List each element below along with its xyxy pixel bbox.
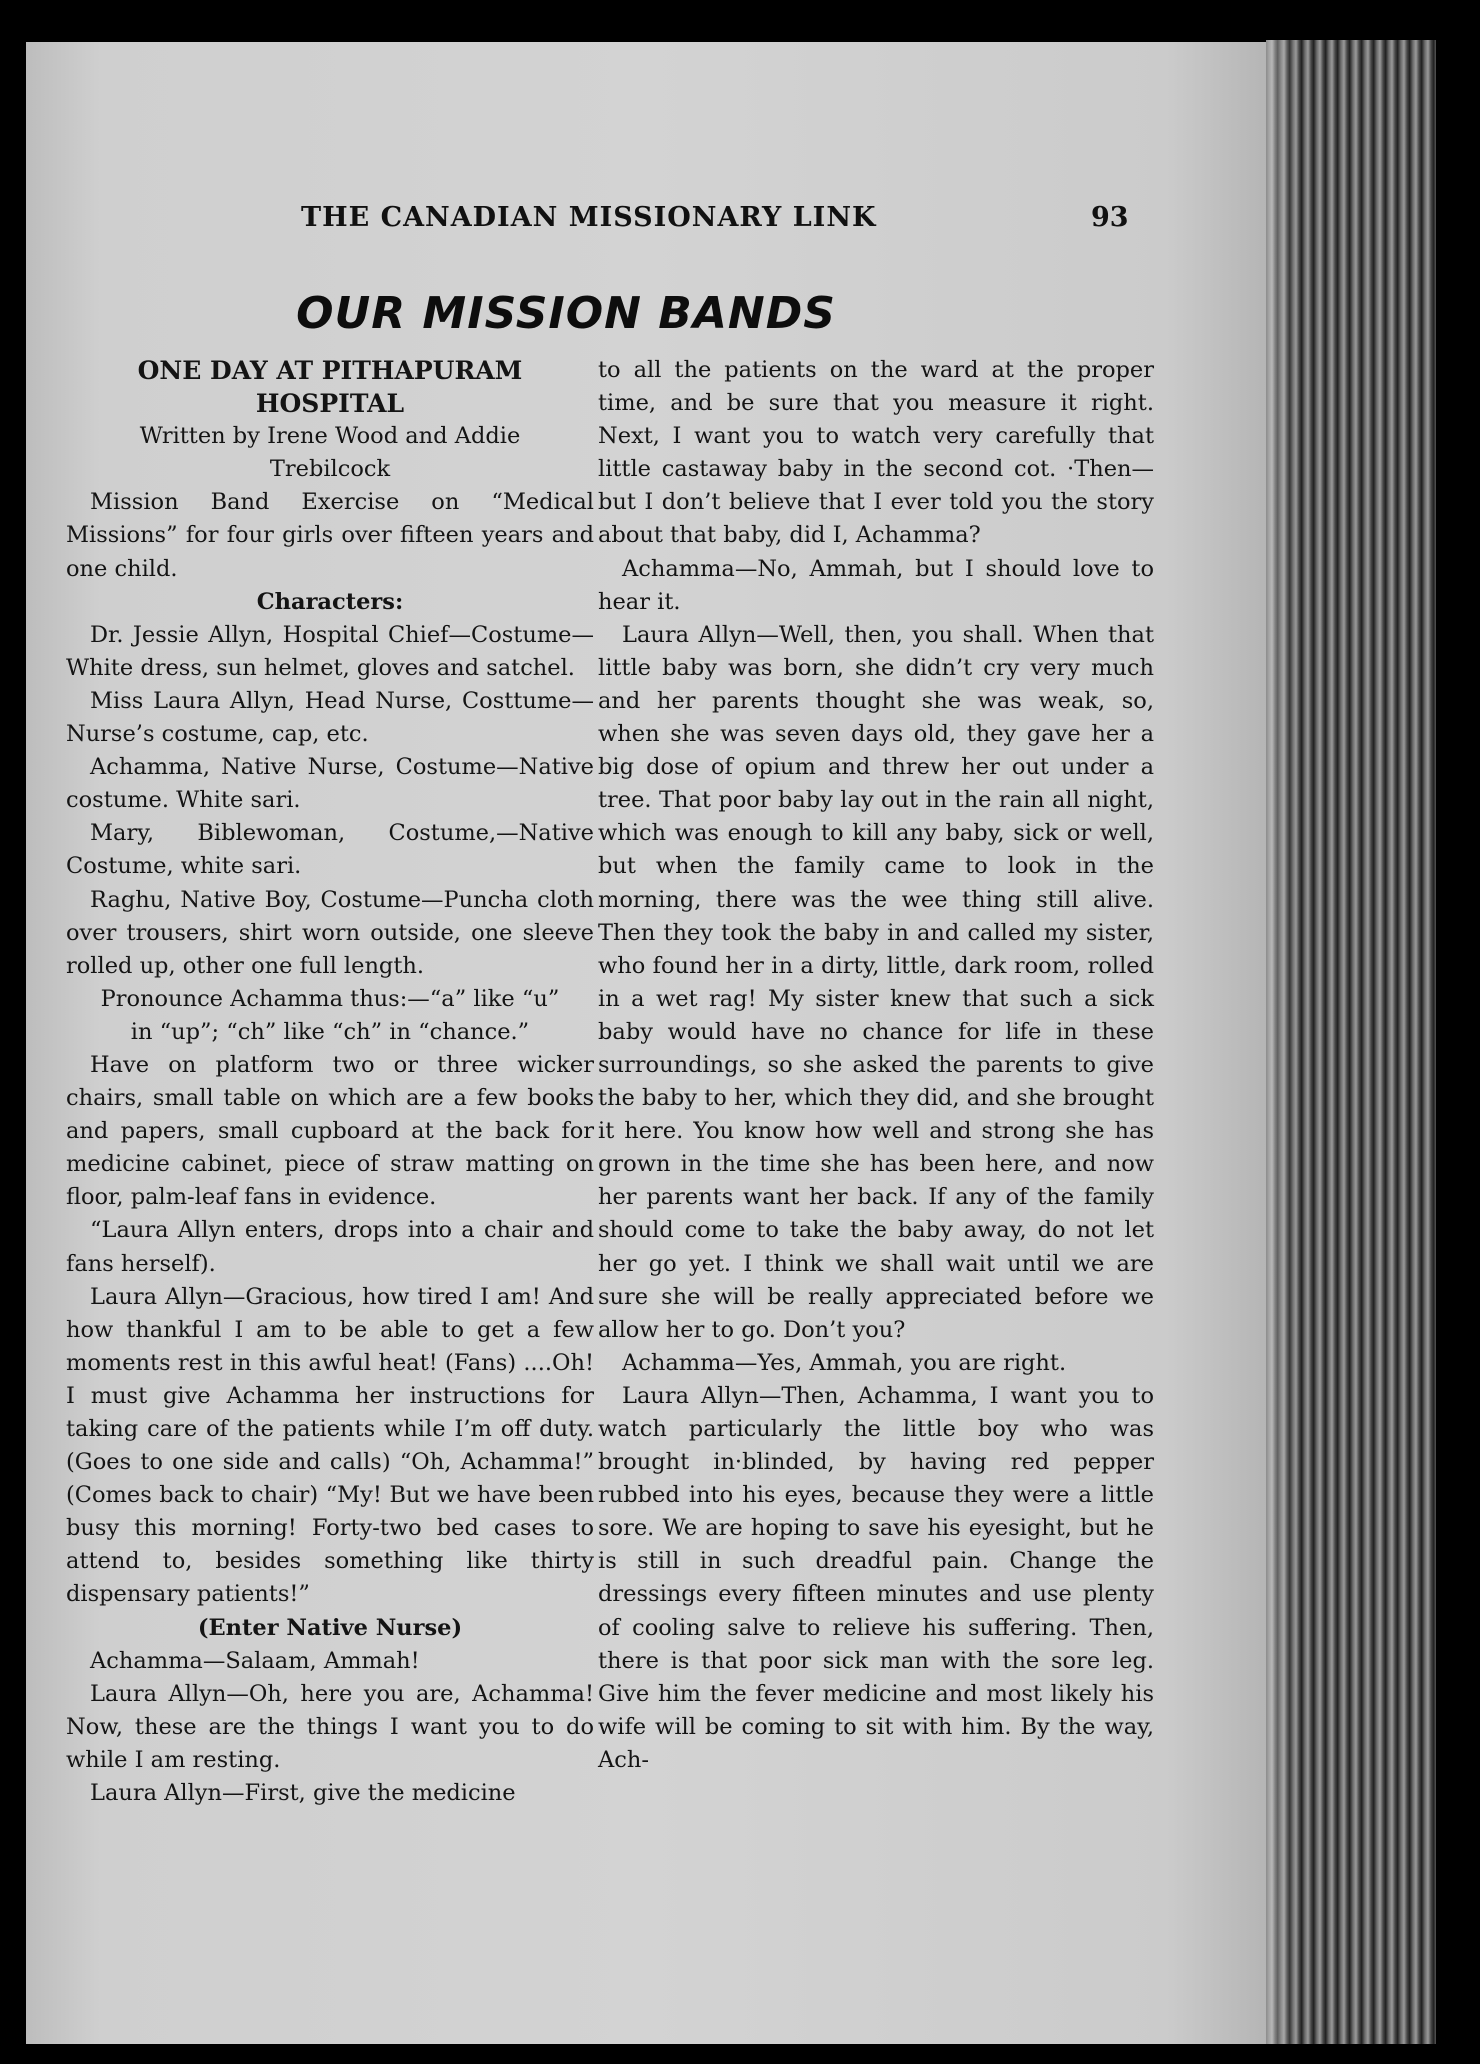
article-intro: Mission Band Exercise on “Medical Missions” for four girls over fifteen years and one child. bbox=[66, 489, 594, 582]
dialogue-paragraph: Laura Allyn—First, give the medicine bbox=[90, 1780, 516, 1807]
dialogue-paragraph: Achamma—Yes, Ammah, you are right. bbox=[622, 1349, 1067, 1376]
dialogue-paragraph: Laura Allyn—Gracious, how tired I am! And how thankful I am to be able to get a few moments rest in this awful heat! (Fans) ....Oh! I must give Achamma her instructions for taking care of the patients while I’m off duty. (Goes to one side and calls) “Oh, Achamma!” (Comes back to chair) “My! But we have been busy this morning! Forty-two bed cases to attend to, besides something like thirty dispensary patients!” bbox=[66, 1283, 594, 1608]
dialogue-paragraph: Laura Allyn—Then, Achamma, I want you to watch particularly the little boy who was brought in·blinded, by having red pepper rubbed into his eyes, because they were a little sore. We are hoping to save his eyesight, but he is still in such dreadful pain. Change the dressings every fifteen minutes and use plenty of cooling salve to relieve his suffering. Then, there is that poor sick man with the sore leg. Give him the fever medicine and most likely his wife will be coming to sit with him. By the way, Ach- bbox=[598, 1382, 1154, 1773]
character-entry: Achamma, Native Nurse, Costume—Native costume. White sari. bbox=[66, 754, 594, 814]
character-entry: Raghu, Native Boy, Costume—Puncha cloth over trousers, shirt worn outside, one sleeve rolled up, other one full length. bbox=[66, 886, 594, 979]
character-entry: Mary, Biblewoman, Costume,—Native Costume, white sari. bbox=[66, 820, 594, 880]
stage-direction: (Enter Native Nurse) bbox=[197, 1614, 463, 1641]
right-column bbox=[598, 354, 1154, 1777]
dialogue-paragraph: Achamma—No, Ammah, but I should love to hear it. bbox=[598, 555, 1154, 615]
scanned-page bbox=[26, 42, 1266, 2044]
left-column bbox=[66, 354, 594, 1810]
character-entry: Miss Laura Allyn, Head Nurse, Costtume—Nurse’s costume, cap, etc. bbox=[66, 687, 594, 748]
running-title: THE CANADIAN MISSIONARY LINK bbox=[301, 202, 877, 233]
dialogue-paragraph: to all the patients on the ward at the proper time, and be sure that you measure it right. Next, I want you to watch very carefully that little castaway baby in the second cot. ·Then—but I don’t believe that I ever told you the story about that baby, did I, Achamma? bbox=[598, 357, 1154, 549]
dialogue-paragraph: Laura Allyn—Oh, here you are, Achamma! Now, these are the things I want you to do while I am resting. bbox=[66, 1680, 594, 1773]
running-header bbox=[26, 202, 1266, 242]
section-title: OUR MISSION BANDS bbox=[296, 288, 836, 339]
article-title: ONE DAY AT PITHAPURAM HOSPITAL bbox=[137, 356, 523, 419]
page-number: 93 bbox=[1091, 202, 1129, 233]
characters-heading: Characters: bbox=[256, 588, 404, 615]
stage-directions: Have on platform two or three wicker chairs, small table on which are a few books and papers, small cupboard at the back for medicine cabinet, piece of straw matting on floor, palm-leaf fans in evidence. bbox=[66, 1051, 594, 1211]
page-edge-shade bbox=[1266, 40, 1296, 2044]
article-byline: Written by Irene Wood and Addie Trebilcock bbox=[139, 423, 521, 483]
character-entry: Dr. Jessie Allyn, Hospital Chief—Costume—White dress, sun helmet, gloves and satchel. bbox=[66, 621, 594, 681]
dialogue-paragraph: Achamma—Salaam, Ammah! bbox=[90, 1647, 420, 1674]
stage-direction: “Laura Allyn enters, drops into a chair and fans herself). bbox=[66, 1217, 594, 1277]
pronunciation-note: Pronounce Achamma thus:—“a” like “u” in “up”; “ch” like “ch” in “chance.” bbox=[100, 985, 560, 1045]
dialogue-paragraph: Laura Allyn—Well, then, you shall. When that little baby was born, she didn’t cry very much and her parents thought she was weak, so, when she was seven days old, they gave her a big dose of opium and threw her out under a tree. That poor baby lay out in the rain all night, which was enough to kill any baby, sick or well, but when the family came to look in the morning, there was the wee thing still alive. Then they took the baby in and called my sister, who found her in a dirty, little, dark room, rolled in a wet rag! My sister knew that such a sick baby would have no chance for life in these surroundings, so she asked the parents to give the baby to her, which they did, and she brought it here. You know how well and strong she has grown in the time she has been here, and now her parents want her back. If any of the family should come to take the baby away, do not let her go yet. I think we shall wait until we are sure she will be really appreciated before we allow her to go. Don’t you? bbox=[598, 621, 1154, 1343]
